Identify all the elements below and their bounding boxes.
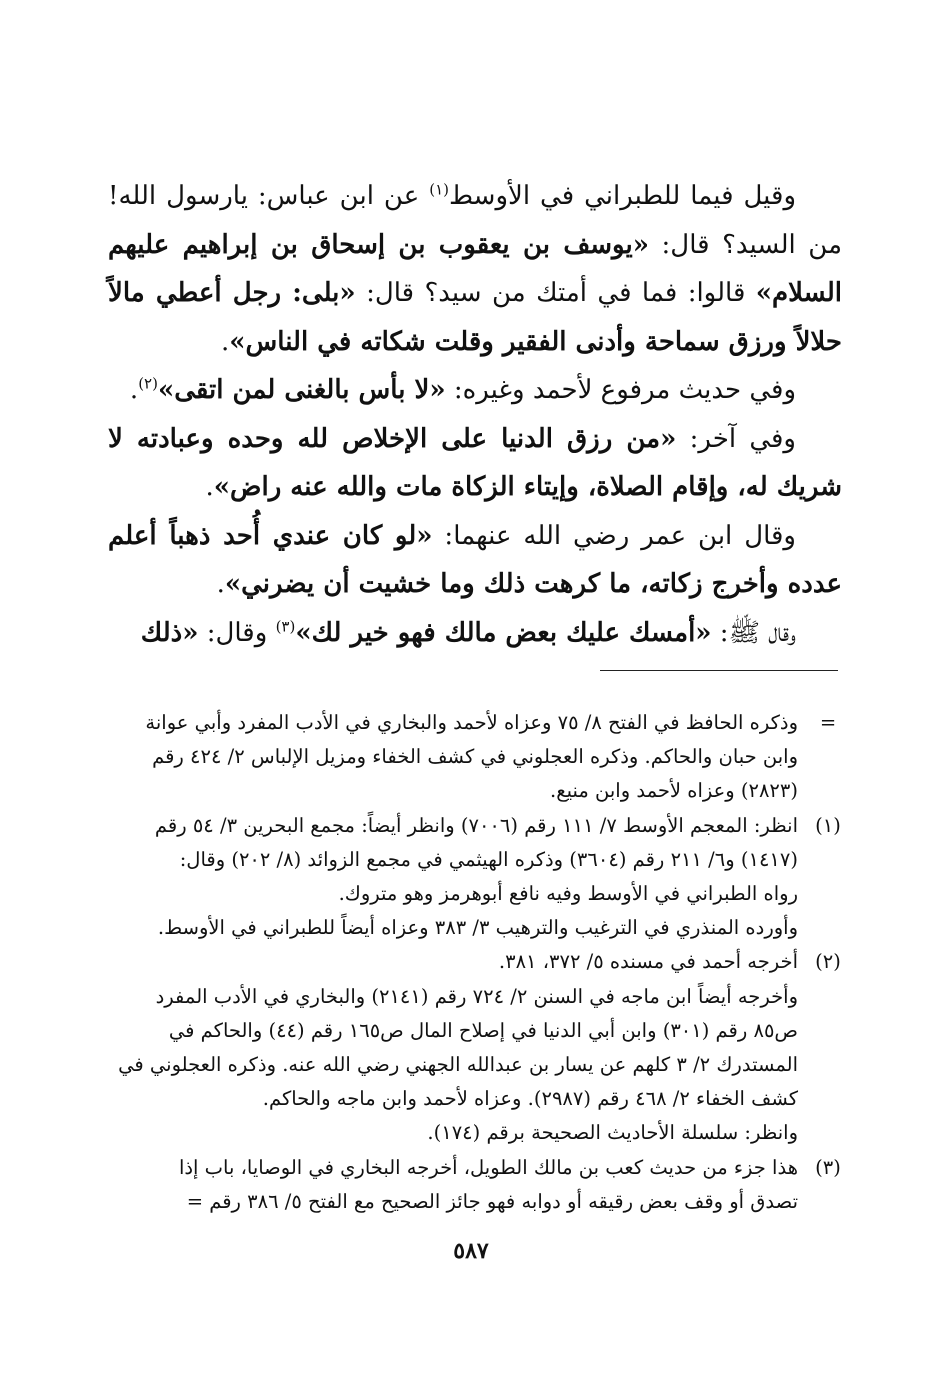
hadith-quote: «لا بأس بالغنى لمن اتقى» — [157, 375, 446, 405]
footnote-separator — [600, 670, 838, 671]
text-run: وفي آخر: — [676, 423, 796, 454]
footnote-line: (٢٨٢٣) وعزاه لأحمد وابن منيع. — [550, 779, 798, 803]
text-run: عن ابن عباس: يارسول الله! من السيد؟ قال: — [108, 181, 843, 260]
footnote-line: ص٨٥ رقم (٣٠١) وابن أبي الدنيا في إصلاح المال ص١٦٥ رقم (٤٤) والحاكم في — [168, 1018, 798, 1042]
text-run: وفي حديث مرفوع لأحمد وغيره: — [445, 375, 796, 405]
text-run: وقيل فيما للطبراني في الأوسط — [448, 181, 796, 211]
footnote-line: المستدرك ٢/ ٣ كلهم عن يسار بن عبدالله الجهني رضي الله عنه. وذكره العجلوني في — [118, 1053, 798, 1077]
footnote-line: كشف الخفاء ٢/ ٤٦٨ رقم (٢٩٨٧). وعزاه لأحمد وابن ماجه والحاكم. — [262, 1087, 798, 1111]
paragraph-1 — [108, 172, 842, 366]
main-text — [108, 172, 842, 657]
text-run: وقال ﷺ: — [711, 617, 796, 648]
text-run: . — [221, 326, 230, 357]
footnote-ref-2: (٢) — [138, 374, 158, 393]
text-run: وقال ابن عمر رضي الله عنهما: — [432, 520, 796, 551]
footnote-ref-3: (٣) — [275, 616, 296, 635]
footnote-number: (٢) — [815, 950, 841, 974]
footnote-line: هذا جزء من حديث كعب بن مالك الطويل، أخرجه البخاري في الوصايا، باب إذا — [178, 1155, 798, 1179]
footnote-line: (١٤١٧) و٦/ ٢١١ رقم (٣٦٠٤) وذكره الهيثمي في مجمع الزوائد (٨/ ٢٠٢) وقال: — [179, 847, 798, 871]
footnote-number: (١) — [815, 813, 841, 837]
footnote-number: (٣) — [815, 1155, 841, 1179]
paragraph-2 — [108, 366, 842, 415]
text-run: وقال: — [198, 617, 276, 648]
quote: «لو كان عندي أُحد ذهباً أعلم عدده وأخرج زكاته، ما كرهت ذلك وما خشيت أن يضرني» — [108, 520, 842, 599]
footnote-line: انظر: المعجم الأوسط ٧/ ١١١ رقم (٧٠٠٦) وانظر أيضاً: مجمع البحرين ٣/ ٥٤ رقم — [154, 813, 798, 837]
page-number: ٥٨٧ — [453, 1238, 489, 1264]
hadith-quote: «من رزق الدنيا على الإخلاص لله وحده وعبادته لا شريك له، وإقام الصلاة، وإيتاء الزكاة مات والله عنه راض» — [108, 423, 842, 502]
text-run: قالوا: فما في أمتك من سيد؟ قال: — [355, 278, 756, 308]
paragraph-3 — [108, 415, 842, 512]
hadith-quote: «أمسك عليك بعض مالك فهو خير لك» — [295, 617, 712, 648]
hadith-quote: «يوسف بن يعقوب بن إسحاق بن إبراهيم عليهم السلام» — [108, 229, 842, 308]
footnote-line: وأورده المنذري في الترغيب والترهيب ٣/ ٣٨٣ وعزاه أيضاً للطبراني في الأوسط. — [157, 916, 798, 940]
footnote-3 — [108, 1151, 842, 1219]
footnote-line: تصدق أو وقف بعض رقيقه أو دوابه فهو جائز الصحيح مع الفتح ٥/ ٣٨٦ رقم = — [186, 1189, 798, 1213]
paragraph-4 — [108, 512, 842, 609]
footnote-2 — [108, 945, 842, 1150]
footnote-ref-1: (١) — [429, 180, 449, 199]
text-run: . — [205, 472, 214, 502]
footnote-line: رواه الطبراني في الأوسط وفيه نافع أبوهرمز وهو متروك. — [338, 882, 798, 906]
paragraph-5 — [108, 609, 842, 658]
text-run: . — [129, 375, 139, 405]
footnote-1 — [108, 809, 842, 946]
hadith-quote: «ذلك — [140, 617, 199, 648]
hadith-quote: «بلى: رجل أعطي مالاً حلالاً ورزق سماحة وأدنى الفقير وقلت شكاته في الناس» — [108, 278, 842, 357]
footnote-line: وانظر: سلسلة الأحاديث الصحيحة برقم (١٧٤). — [427, 1121, 798, 1145]
footnote-line: وابن حبان والحاكم. وذكره العجلوني في كشف الخفاء ومزيل الإلباس ٢/ ٤٢٤ رقم — [152, 745, 798, 769]
footnotes — [108, 706, 842, 1219]
footnote-line: وذكره الحافظ في الفتح ٨/ ٧٥ وعزاه لأحمد والبخاري في الأدب المفرد وأبي عوانة — [145, 711, 798, 734]
footnote-line: وأخرجه أيضاً ابن ماجه في السنن ٢/ ٧٢٤ رقم (٢١٤١) والبخاري في الأدب المفرد — [155, 984, 798, 1008]
footnote-continuation — [108, 706, 842, 809]
footnote-line: أخرجه أحمد في مسنده ٥/ ٣٧٢، ٣٨١. — [498, 950, 798, 974]
text-run: . — [216, 569, 225, 599]
continuation-marker: = — [819, 711, 837, 734]
